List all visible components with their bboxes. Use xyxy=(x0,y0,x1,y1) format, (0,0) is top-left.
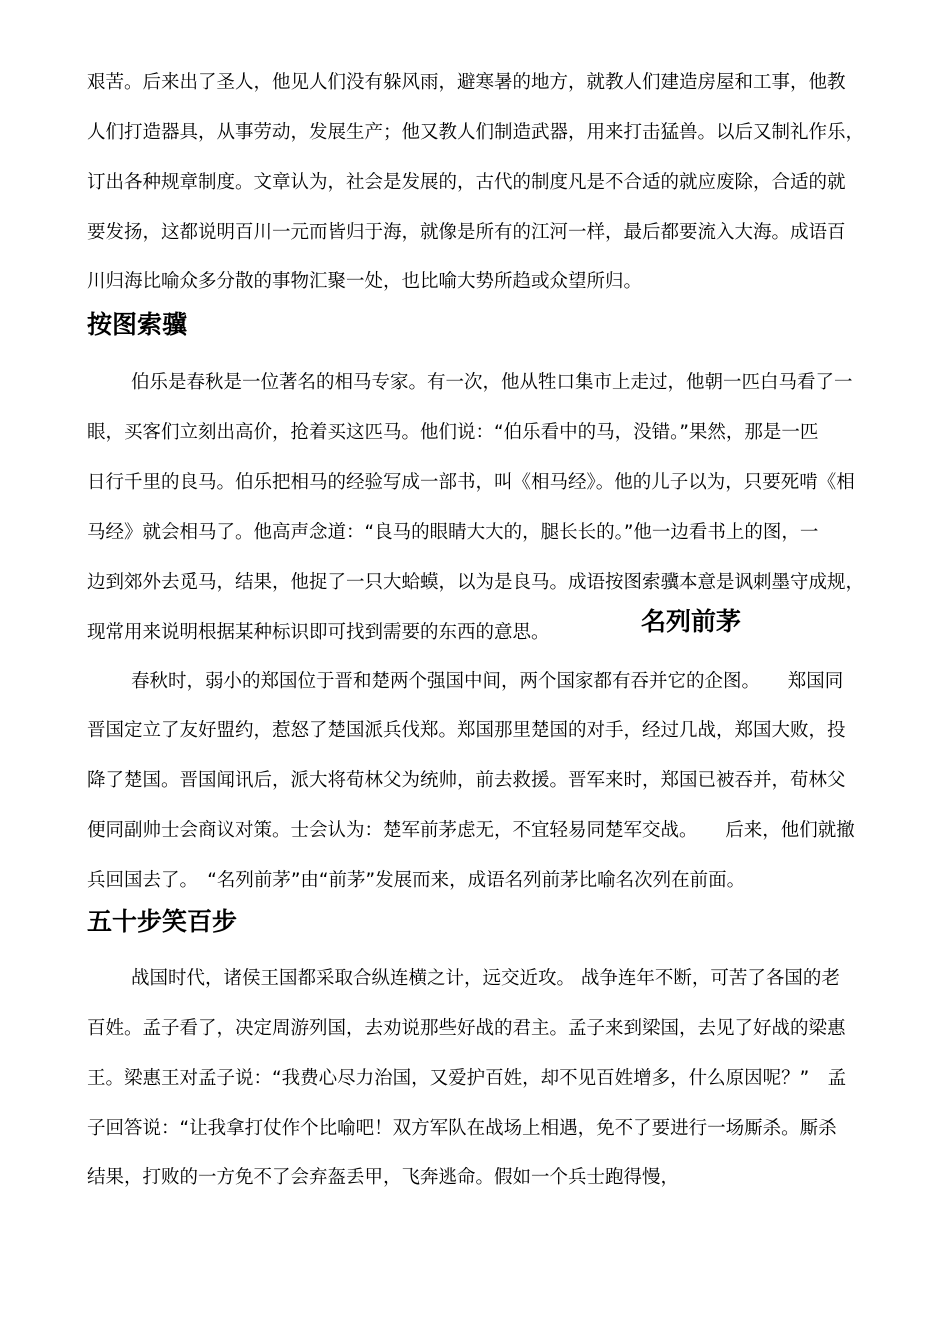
text-line: 王。梁惠王对孟子说：“我费心尽力治国，又爱护百姓，却不见百姓增多，什么原因呢？” 孟 xyxy=(87,1068,847,1089)
text-line: 百姓。孟子看了，决定周游列国，去劝说那些好战的君主。孟子来到梁国，去见了好战的梁惠 xyxy=(87,1018,846,1039)
text-line: 降了楚国。晋国闻讯后，派大将荀林父为统帅，前去救援。晋军来时，郑国已被吞并，荀林父 xyxy=(87,770,846,791)
text-line: 便同副帅士会商议对策。士会认为：楚军前茅虑无，不宜轻易同楚军交战。 后来，他们就撤 xyxy=(87,820,855,841)
section-title-minglieqianmao: 名列前茅 xyxy=(641,607,742,636)
text-line: 兵回国去了。 “名列前茅”由“前茅”发展而来，成语名列前茅比喻名次列在前面。 xyxy=(87,870,746,891)
text-line: 边到郊外去觅马，结果，他捉了一只大蛤蟆，以为是良马。成语按图索骥本意是讽刺墨守成规， xyxy=(87,572,865,593)
text-line: 订出各种规章制度。文章认为，社会是发展的，古代的制度凡是不合适的就应废除，合适的就 xyxy=(87,172,846,193)
text-line: 结果，打败的一方免不了会弃盔丢甲，飞奔逃命。假如一个兵士跑得慢， xyxy=(87,1167,680,1188)
text-line: 战国时代，诸侯王国都采取合纵连横之计，远交近攻。 战争连年不断，可苦了各国的老 xyxy=(131,968,840,989)
text-line: 春秋时，弱小的郑国位于晋和楚两个强国中间，两个国家都有吞并它的企图。 郑国同 xyxy=(131,671,844,692)
text-line: 要发扬，这都说明百川一元而皆归于海，就像是所有的江河一样，最后都要流入大海。成语百 xyxy=(87,222,846,243)
text-line: 人们打造器具，从事劳动，发展生产；他又教人们制造武器，用来打击猛兽。以后又制礼作乐， xyxy=(87,122,865,143)
text-line: 马经》就会相马了。他高声念道：“良马的眼睛大大的，腿长长的。”他一边看书上的图，一 xyxy=(87,522,819,543)
text-line: 艰苦。后来出了圣人，他见人们没有躲风雨，避寒暑的地方，就教人们建造房屋和工事，他教 xyxy=(87,72,846,93)
section-title-wushibuxiaobaibu: 五十步笑百步 xyxy=(87,907,238,936)
text-line: 川归海比喻众多分散的事物汇聚一处，也比喻大势所趋或众望所归。 xyxy=(87,271,643,292)
text-line: 日行千里的良马。伯乐把相马的经验写成一部书，叫《相马经》。他的儿子以为，只要死啃《相 xyxy=(87,472,855,493)
text-line: 现常用来说明根据某种标识即可找到需要的东西的意思。 xyxy=(87,622,550,643)
text-line: 伯乐是春秋是一位著名的相马专家。有一次，他从牲口集市上走过，他朝一匹白马看了一 xyxy=(131,372,853,393)
section-title-antusuoji: 按图索骥 xyxy=(87,310,188,339)
text-line: 子回答说：“让我拿打仗作个比喻吧！双方军队在战场上相遇，免不了要进行一场厮杀。厮杀 xyxy=(87,1118,837,1139)
text-line: 眼，买客们立刻出高价，抢着买这匹马。他们说：“伯乐看中的马，没错。”果然，那是一匹 xyxy=(87,422,819,443)
text-line: 晋国定立了友好盟约，惹怒了楚国派兵伐郑。郑国那里楚国的对手，经过几战，郑国大败，投 xyxy=(87,720,846,741)
